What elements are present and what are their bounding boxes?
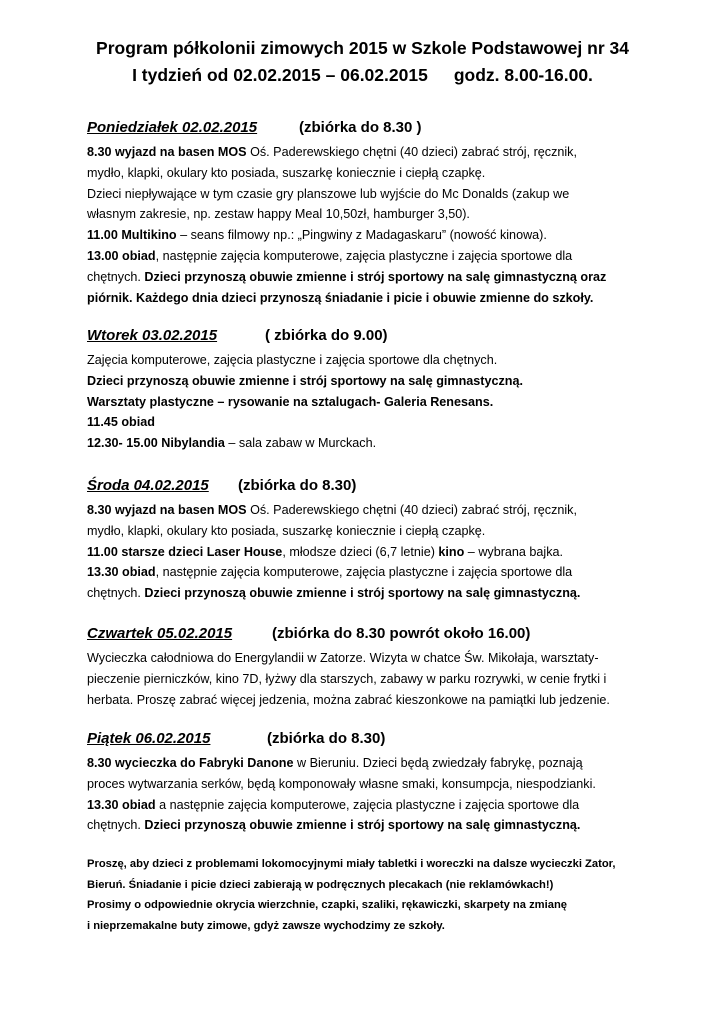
text: Zajęcia komputerowe, zajęcia plastyczne i zajęcia sportowe dla chętnych. [87,353,498,367]
day-text-line [87,269,606,285]
day-text-line [87,776,596,792]
gathering-time: (zbiórka do 8.30 powrót około 16.00) [272,625,531,642]
day-text-line [87,650,599,666]
gathering-time: ( zbiórka do 9.00) [265,327,388,344]
day-text-line [87,186,569,202]
day-heading [87,476,357,496]
day-text-line [87,585,580,601]
day-text-line [87,414,155,430]
text: herbata. Proszę zabrać więcej jedzenia, można zabrać kieszonkowe na pamiątki lub jedzenie. [87,692,610,707]
day-text-line [87,248,572,264]
text: mydło, klapki, okulary kto posiada, suszarkę koniecznie i ciepłą czapkę. [87,165,486,180]
week-range: I tydzień od 02.02.2015 – 06.02.2015 [132,65,428,85]
day-heading [87,118,422,138]
day-text-line [87,227,547,243]
bold-text: 8.30 wyjazd na basen MOS [87,503,247,517]
text: – wybrana bajka. [464,544,564,559]
bold-text: Warsztaty plastyczne – rysowanie na sztalugach- Galeria Renesans. [87,394,494,409]
text: , następnie zajęcia komputerowe, zajęcia plastyczne i zajęcia sportowe dla [155,565,573,580]
text: , następnie zajęcia komputerowe, zajęcia plastyczne i zajęcia sportowe dla [155,249,573,263]
gathering-time: (zbiórka do 8.30 ) [299,119,422,136]
bold-text: 13.30 obiad [87,797,156,812]
bold-text: Dzieci przynoszą obuwie zmienne i strój sportowy na salę gimnastyczną. [87,373,523,388]
text: Wycieczka całodniowa do Energylandii w Zatorze. Wizyta w chatce Św. Mikołaja, warsztaty- [87,651,599,665]
text: proces wytwarzania serków, będą komponowały własne smaki, konsumpcja, niespodzianki. [87,776,596,791]
day-text-line [87,165,485,181]
day-text-line [87,373,523,389]
day-name: Czwartek 05.02.2015 [87,625,233,642]
text: pieczenie pierniczków, kino 7D, łyżwy dla starszych, zabawy w parku rozrywki, w cenie frytki i [87,671,607,686]
day-text-line [87,502,577,518]
bold-text: 11.45 obiad [87,415,155,430]
day-text-line [87,394,493,410]
text: Oś. Paderewskiego chętni (40 dzieci) zabrać strój, ręcznik, [246,503,577,517]
day-text-line [87,755,583,771]
bold-text: Dzieci przynoszą obuwie zmienne i strój sportowy na salę gimnastyczną oraz [144,269,607,284]
bold-text: piórnik. Każdego dnia dzieci przynoszą śniadanie i picie i obuwie zmienne do szkoły. [87,290,594,305]
bold-text: 12.30- 15.00 Nibylandia [87,436,225,451]
text: chętnych. [87,269,145,284]
text: własnym zakresie, np. zestaw happy Meal 10,50zł, hamburger 3,50). [87,207,470,222]
bold-text: Dzieci przynoszą obuwie zmienne i strój sportowy na salę gimnastyczną. [144,586,581,601]
day-text-line [87,206,470,222]
note-line: Proszę, aby dzieci z problemami lokomocyjnymi miały tabletki i woreczki na dalsze wycieczki Zator, [87,858,616,870]
note-line: Prosimy o odpowiednie okrycia wierzchnie, czapki, szaliki, rękawiczki, skarpety na zmianę [87,899,568,911]
day-heading [87,729,386,749]
day-text-line [87,435,376,451]
bold-text: Dzieci przynoszą obuwie zmienne i strój sportowy na salę gimnastyczną. [144,818,581,833]
day-text-line [87,290,593,306]
bold-text: 8.30 wyjazd na basen MOS [87,145,247,159]
day-name: Środa 04.02.2015 [87,477,209,494]
day-text-line [87,797,579,813]
text: Oś. Paderewskiego chętni (40 dzieci) zabrać strój, ręcznik, [246,145,577,159]
text: – seans filmowy np.: „Pingwiny z Madagaskaru” (nowość kinowa). [176,228,547,243]
day-text-line [87,817,580,833]
day-heading [87,624,531,644]
text: , młodsze dzieci (6,7 letnie) [282,544,439,559]
day-text-line [87,692,610,708]
note-line: Bieruń. Śniadanie i picie dzieci zabierają w podręcznych plecakach (nie reklamówkach!) [87,878,554,891]
bold-text: 11.00 starsze dzieci Laser House [87,544,283,559]
gathering-time: (zbiórka do 8.30) [238,477,357,494]
day-name: Piątek 06.02.2015 [87,730,211,747]
text: w Bieruniu. Dzieci będą zwiedzały fabrykę, poznają [293,756,583,770]
bold-text: 13.00 obiad [87,249,156,263]
bold-text: 13.30 obiad [87,565,156,580]
text: chętnych. [87,818,145,833]
day-heading [87,326,388,346]
text: Dzieci niepływające w tym czasie gry planszowe lub wyjście do Mc Donalds (zakup we [87,186,570,201]
bold-text: kino [438,544,465,559]
hours: godz. 8.00-16.00. [453,65,593,85]
page-title: Program półkolonii zimowych 2015 w Szkole Podstawowej nr 34 [96,38,629,58]
day-text-line [87,671,606,687]
gathering-time: (zbiórka do 8.30) [267,730,386,747]
text: – sala zabaw w Murckach. [224,436,377,451]
day-name: Poniedziałek 02.02.2015 [87,119,258,136]
bold-text: 8.30 wycieczka do Fabryki Danone [87,756,294,770]
text: chętnych. [87,586,145,601]
day-text-line [87,564,572,580]
text: a następnie zajęcia komputerowe, zajęcia plastyczne i zajęcia sportowe dla [155,797,580,812]
day-name: Wtorek 03.02.2015 [87,327,218,344]
day-text-line [87,352,497,368]
day-text-line [87,523,485,539]
page-subtitle [0,63,725,87]
bold-text: 11.00 Multikino [87,228,177,243]
day-text-line [87,544,563,560]
day-text-line [87,144,577,160]
note-line: i nieprzemakalne buty zimowe, gdyż zawsze wychodzimy ze szkoły. [87,919,445,932]
text: mydło, klapki, okulary kto posiada, suszarkę koniecznie i ciepłą czapkę. [87,523,486,538]
